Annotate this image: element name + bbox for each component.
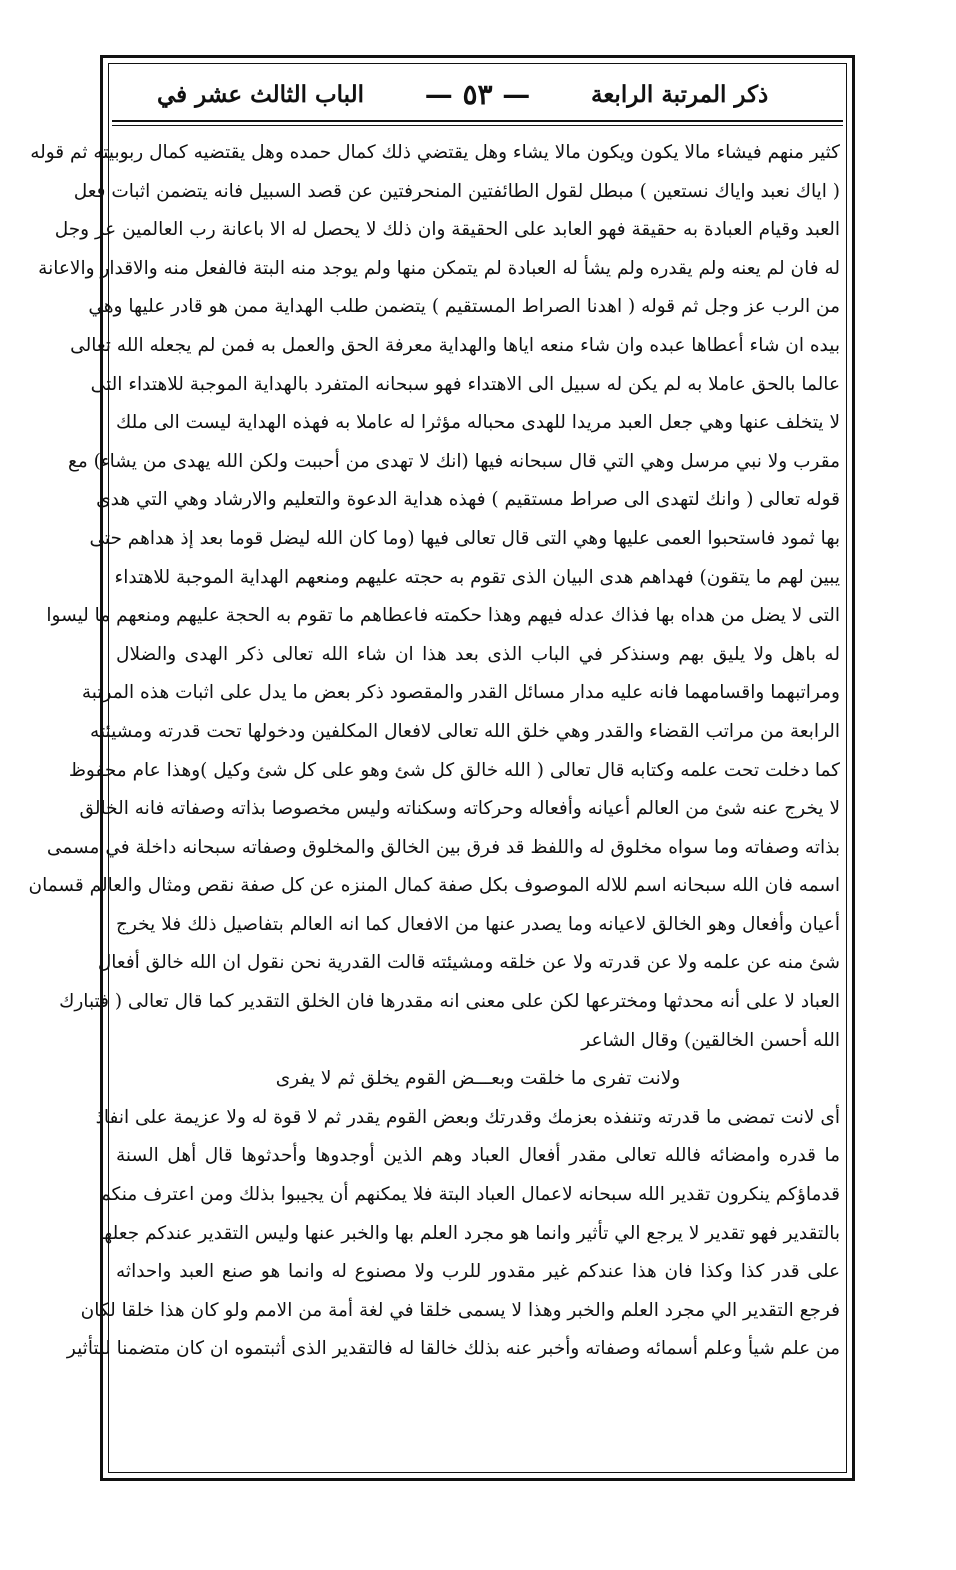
text-line: بيده ان شاء أعطاها عبده وان شاء منعه اياها والهداية معرفة الحق والعمل به فمن لم يجعله الله تعالى (70, 334, 840, 356)
text-line: اسمه فان الله سبحانه اسم للاله الموصوف بكل صفة كمال المنزه عن كل صفة نقص ومثال والعالم قسمان (28, 875, 840, 897)
text-line: العبد وقيام العبادة به حقيقة فهو العابد على الحقيقة وان ذلك لا يحصل له الا باعانة رب العالمين عز وجل (54, 219, 840, 241)
text-line: التى لا يضل من هداه بها فذاك عدله فيهم وهذا حكمته فاعطاهم ما تقوم به الحجة عليهم ومنعهم ما ليسوا (46, 605, 840, 627)
chapter-title: الباب الثالث عشر في (156, 80, 365, 108)
text-line: بها ثمود فاستحبوا العمى عليها وهي التى قال تعالى فيها (وما كان الله ليضل قوما بعد إذ هداهم حتى (89, 527, 840, 549)
text-line: له باهل ولا يليق بهم وسنذكر في الباب الذى بعد هذا ان شاء الله تعالى ذكر الهدى والضلال (116, 643, 840, 665)
text-line: يبين لهم ما يتقون) فهداهم هدى البيان الذى تقوم به حجته عليهم ومنعهم الهداية الموجبة للاهتداء (114, 566, 840, 588)
text-line: أى لانت تمضى ما قدرته وتنفذه بعزمك وقدرتك وبعض القوم يقدر ثم لا قوة له ولا عزيمة على انفاذ (95, 1106, 840, 1128)
text-line: من علم شيأ وعلم أسمائه وصفاته وأخبر عنه بذلك خالقا له فالتقدير الذى أثبتموه ان كان متضمنا للتأثير (66, 1338, 840, 1360)
text-line: الله أحسن الخالقين) وقال الشاعر (581, 1029, 840, 1051)
text-line: لا يخرج عنه شئ من العالم أعيانه وأفعاله وحركاته وسكناته وليس مخصوصا بذاته وصفاته فانه الخالق (79, 798, 840, 820)
text-line: شئ منه عن علمه ولا عن قدرته ولا عن خلقه ومشيئته قالت القدرية نحن نقول ان الله خالق أفعال (97, 952, 840, 974)
section-title: ذكر المرتبة الرابعة (591, 80, 769, 108)
text-line: قوله تعالى ( وانك لتهدى الى صراط مستقيم ) فهذه هداية الدعوة والتعليم والارشاد وهي التي هدى (96, 489, 840, 511)
text-line: الرابعة من مراتب القضاء والقدر وهي خلق الله تعالى لافعال المكلفين ودخولها تحت قدرته ومشيئته (90, 720, 840, 742)
page-number: — ٥٣ — (424, 77, 531, 111)
text-line: العباد لا على أنه محدثها ومخترعها لكن على معنى انه مقدرها فان الخلق التقدير كما قال تعالى ( فتبارك (59, 991, 840, 1013)
text-line: بذاته وصفاته وما سواه مخلوق له واللفظ قد فرق بين الخالق والمخلوق وصفاته سبحانه داخلة في مسمى (46, 836, 840, 858)
poem-verse: ولانت تفرى ما خلقت وبعـــض القوم يخلق ثم لا يفرى (275, 1068, 681, 1090)
text-line: فرجع التقدير الي مجرد العلم والخبر وهذا لا يسمى خلقا في لغة أمة من الامم ولو كان هذا خلقا لكان (80, 1299, 840, 1321)
text-line: قدماؤكم ينكرون تقدير الله سبحانه لاعمال العباد البتة فلا يمكنهم أن يجيبوا بذلك ومن اعترف منكم (99, 1184, 840, 1206)
text-line: أعيان وأفعال وهو الخالق لاعيانه وما يصدر عنها من الافعال كما انه العالم بتفاصيل ذلك فلا يخرج (116, 913, 840, 935)
text-line: كثير منهم فيشاء مالا يكون ويكون مالا يشاء وهل يقتضي ذلك كمال حمده وهل يقتضيه كمال ربوبيته ثم قوله (30, 142, 840, 163)
text-line: على قدر كذا وكذا فان هذا عندكم غير مقدور للرب ولا مصنوع له وانما هو صنع العبد واحداثه (116, 1261, 840, 1283)
running-header (112, 70, 843, 118)
text-line: من الرب عز وجل ثم قوله ( اهدنا الصراط المستقيم ) يتضمن طلب الهداية ممن هو قادر عليها وهي (88, 296, 840, 318)
text-line: عالما بالحق عاملا به لم يكن له سبيل الى الاهتداء فهو سبحانه المتفرد بالهداية الموجبة للاهتداء التى (90, 373, 840, 395)
text-line: ومراتبهما واقسامهما فانه عليه مدار مسائل القدر والمقصود ذكر بعض ما يدل على اثبات هذه المرتبة (81, 682, 840, 704)
text-line: مقرب ولا نبي مرسل وهي التي قال سبحانه فيها (انك لا تهدى من أحببت ولكن الله يهدى من يشاء) مع (68, 450, 840, 472)
header-rule-thin (112, 125, 843, 126)
text-line: ما قدره وامضائه فالله تعالى مقدر أفعال العباد وهم الذين أوجدوها وأحدثوها قال أهل السنة (116, 1145, 840, 1167)
text-line: ( اياك نعبد واياك نستعين ) مبطل لقول الطائفتين المنحرفتين عن قصد السبيل فانه يتضمن اثبات فعل (73, 180, 840, 202)
text-line: كما دخلت تحت علمه وكتابه قال تعالى ( الله خالق كل شئ وهو على كل شئ وكيل )وهذا عام محفوظ (68, 759, 840, 781)
text-line: له فان لم يعنه ولم يقدره ولم يشأ له العبادة لم يتمكن منها ولم يوجد منه البتة فالفعل منه والاقدار والاعانة (38, 257, 840, 279)
text-line: لا يتخلف عنها وهي جعل العبد مريدا للهدى محباله مؤثرا له عاملا به فهذه الهداية ليست الى ملك (116, 412, 840, 434)
body-text (28, 134, 840, 1369)
header-rule (112, 120, 843, 122)
text-line: بالتقدير فهو تقدير لا يرجع الي تأثير وانما هو مجرد العلم بها والخبر عنها وليس التقدير عندكم جعلها (98, 1222, 840, 1244)
